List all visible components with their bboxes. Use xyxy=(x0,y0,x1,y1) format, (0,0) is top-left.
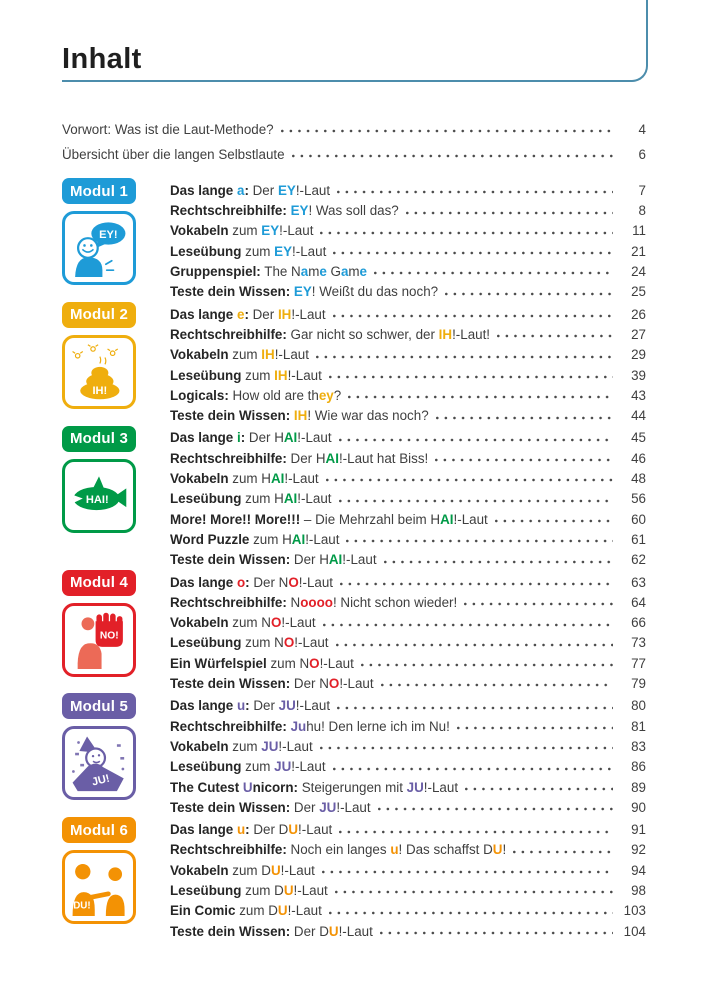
svg-text:HAI!: HAI! xyxy=(85,493,109,506)
page-number: 45 xyxy=(631,430,646,446)
entry-text: Leseübung zum NO!-Laut xyxy=(170,635,329,651)
entry-text: Teste dein Wissen: EY! Weißt du das noch? xyxy=(170,284,439,300)
svg-text:DU!: DU! xyxy=(73,900,91,912)
dot-leader xyxy=(346,539,613,543)
entry-text: Gruppenspiel: The Name Game xyxy=(170,264,367,280)
entry-text: Rechtschreibhilfe: Noooo! Nicht schon wieder! xyxy=(170,594,458,610)
page-number: 60 xyxy=(631,511,646,527)
page-title: Inhalt xyxy=(62,43,142,75)
module-section-5 xyxy=(62,693,646,815)
module-entries xyxy=(170,570,646,692)
toc-entry xyxy=(170,198,646,218)
dot-leader xyxy=(337,706,613,710)
module-left-column xyxy=(62,570,136,692)
toc-entry xyxy=(170,239,646,259)
toc-content xyxy=(62,112,646,941)
dot-leader xyxy=(320,231,613,235)
entry-text: Leseübung zum JU!-Laut xyxy=(170,759,326,775)
entry-text: Teste dein Wissen: Der DU!-Laut xyxy=(170,923,373,939)
toc-entry xyxy=(170,507,646,527)
module-entries xyxy=(170,302,646,424)
entry-text: Leseübung zum HAI!-Laut xyxy=(170,491,332,507)
dot-leader xyxy=(339,499,614,503)
toc-entry xyxy=(170,259,646,279)
page-number: 91 xyxy=(631,822,646,838)
entry-text: Ein Würfelspiel zum NO!-Laut xyxy=(170,655,354,671)
entry-text: Leseübung zum DU!-Laut xyxy=(170,882,328,898)
module-entries xyxy=(170,178,646,300)
toc-entry xyxy=(170,570,646,590)
intro-list xyxy=(62,112,646,162)
entry-text: Das lange o: Der NO!-Laut xyxy=(170,574,334,590)
page-number: 66 xyxy=(631,615,646,631)
module-entries xyxy=(170,693,646,815)
page-number: 46 xyxy=(631,450,646,466)
module-entries xyxy=(170,817,646,939)
page-number: 11 xyxy=(632,223,646,239)
toc-entry xyxy=(170,426,646,446)
toc-entry xyxy=(170,383,646,403)
toc-entry xyxy=(170,302,646,322)
entry-text: Das lange a: Der EY!-Laut xyxy=(170,182,331,198)
entry-text: Vorwort: Was ist die Laut-Methode? xyxy=(62,121,274,137)
entry-text: Logicals: How old are they? xyxy=(170,387,342,403)
page-number: 7 xyxy=(638,182,646,198)
page-number: 48 xyxy=(631,471,646,487)
entry-text: Teste dein Wissen: Der JU!-Laut xyxy=(170,799,371,815)
svg-text:IH!: IH! xyxy=(92,384,108,397)
entry-text: Vokabeln zum DU!-Laut xyxy=(170,862,315,878)
ih-pile-with-flies-icon xyxy=(70,343,128,401)
svg-text:NO!: NO! xyxy=(99,629,119,641)
toc-entry xyxy=(170,279,646,299)
entry-text: Word Puzzle zum HAI!-Laut xyxy=(170,531,340,547)
header-rule xyxy=(62,0,648,82)
intro-entry xyxy=(62,112,646,137)
intro-entry xyxy=(62,137,646,162)
toc-entry xyxy=(170,795,646,815)
dot-leader xyxy=(335,890,613,894)
toc-entry xyxy=(170,610,646,630)
module-badge: Modul 4 xyxy=(62,570,136,596)
page-number: 98 xyxy=(631,882,646,898)
entry-text: Teste dein Wissen: Der NO!-Laut xyxy=(170,676,374,692)
toc-entry xyxy=(170,446,646,466)
dot-leader xyxy=(323,623,613,627)
module-left-column xyxy=(62,693,136,815)
toc-entry xyxy=(170,775,646,795)
toc-entry xyxy=(170,734,646,754)
page-number: 80 xyxy=(631,698,646,714)
page-number: 61 xyxy=(631,531,646,547)
toc-entry xyxy=(170,693,646,713)
module-badge: Modul 3 xyxy=(62,426,136,452)
dot-leader xyxy=(381,683,613,687)
module-left-column xyxy=(62,178,136,300)
page-number: 86 xyxy=(631,759,646,775)
module-badge: Modul 5 xyxy=(62,693,136,719)
dot-leader xyxy=(457,726,613,730)
toc-entry xyxy=(170,547,646,567)
page-number: 8 xyxy=(638,203,646,219)
dot-leader xyxy=(374,271,613,275)
entry-text: More! More!! More!!! – Die Mehrzahl beim HAI!-Laut xyxy=(170,511,488,527)
entry-text: Das lange e: Der IH!-Laut xyxy=(170,306,326,322)
entry-text: Übersicht über die langen Selbstlaute xyxy=(62,146,285,162)
toc-entry xyxy=(170,898,646,918)
entry-text: Leseübung zum IH!-Laut xyxy=(170,367,322,383)
dot-leader xyxy=(348,395,613,399)
page-number: 81 xyxy=(631,718,646,734)
module-icon-box xyxy=(62,850,136,924)
dot-leader xyxy=(329,375,613,379)
entry-text: The Cutest Unicorn: Steigerungen mit JU!-Laut xyxy=(170,779,459,795)
toc-entry xyxy=(170,178,646,198)
entry-text: Rechtschreibhilfe: Noch ein langes u! Das schaffst DU! xyxy=(170,842,507,858)
dot-leader xyxy=(333,251,613,255)
module-section-6 xyxy=(62,817,646,939)
page-number: 77 xyxy=(631,655,646,671)
toc-entry xyxy=(170,817,646,837)
toc-entry xyxy=(170,466,646,486)
module-badge: Modul 1 xyxy=(62,178,136,204)
page-number: 6 xyxy=(638,146,646,162)
entry-text: Rechtschreibhilfe: Juhu! Den lerne ich im Nu! xyxy=(170,718,450,734)
module-section-2 xyxy=(62,302,646,424)
page-number: 29 xyxy=(631,347,646,363)
entry-text: Das lange i: Der HAI!-Laut xyxy=(170,430,332,446)
module-left-column xyxy=(62,426,136,568)
toc-entry xyxy=(170,714,646,734)
page-number: 39 xyxy=(631,367,646,383)
entry-text: Vokabeln zum NO!-Laut xyxy=(170,615,316,631)
ju-party-character-icon xyxy=(70,734,128,792)
toc-entry xyxy=(170,363,646,383)
dot-leader xyxy=(464,602,613,606)
dot-leader xyxy=(333,767,613,771)
du-pointing-figures-icon xyxy=(70,858,128,916)
toc-entry xyxy=(170,878,646,898)
page-number: 62 xyxy=(631,552,646,568)
entry-text: Teste dein Wissen: Der HAI!-Laut xyxy=(170,552,377,568)
page-number: 4 xyxy=(638,121,646,137)
dot-leader xyxy=(320,746,613,750)
page-number: 21 xyxy=(631,243,646,259)
toc-entry xyxy=(170,651,646,671)
module-icon-box xyxy=(62,211,136,285)
page-number: 103 xyxy=(623,903,646,919)
module-section-3 xyxy=(62,426,646,568)
dot-leader xyxy=(339,830,613,834)
toc-entry xyxy=(170,486,646,506)
page-number: 89 xyxy=(631,779,646,795)
module-section-1 xyxy=(62,178,646,300)
entry-text: Vokabeln zum EY!-Laut xyxy=(170,223,314,239)
entry-text: Das lange u: Der JU!-Laut xyxy=(170,698,331,714)
entry-text: Leseübung zum EY!-Laut xyxy=(170,243,327,259)
dot-leader xyxy=(435,458,613,462)
dot-leader xyxy=(465,787,613,791)
entry-text: Rechtschreibhilfe: Gar nicht so schwer, der IH!-Laut! xyxy=(170,326,491,342)
dot-leader xyxy=(329,911,613,915)
toc-entry xyxy=(170,322,646,342)
entry-text: Vokabeln zum HAI!-Laut xyxy=(170,471,319,487)
toc-entry xyxy=(170,671,646,691)
entry-text: Das lange u: Der DU!-Laut xyxy=(170,822,333,838)
page-number: 64 xyxy=(631,594,646,610)
module-left-column xyxy=(62,817,136,939)
page-number: 63 xyxy=(631,574,646,590)
page-number: 83 xyxy=(631,738,646,754)
dot-leader xyxy=(337,190,613,194)
dot-leader xyxy=(495,519,613,523)
dot-leader xyxy=(513,850,613,854)
toc-entry xyxy=(170,754,646,774)
page-number: 24 xyxy=(631,264,646,280)
module-entries xyxy=(170,426,646,568)
page-number: 27 xyxy=(631,326,646,342)
dot-leader xyxy=(340,582,613,586)
page-number: 73 xyxy=(631,635,646,651)
toc-entry xyxy=(170,527,646,547)
entry-text: Rechtschreibhilfe: Der HAI!-Laut hat Biss! xyxy=(170,450,429,466)
dot-leader xyxy=(339,438,613,442)
module-icon-box xyxy=(62,726,136,800)
toc-entry xyxy=(170,219,646,239)
entry-text: Teste dein Wissen: IH! Wie war das noch? xyxy=(170,408,429,424)
dot-leader xyxy=(326,478,613,482)
entry-text: Vokabeln zum IH!-Laut xyxy=(170,347,309,363)
entry-text: Rechtschreibhilfe: EY! Was soll das? xyxy=(170,203,399,219)
module-badge: Modul 6 xyxy=(62,817,136,843)
svg-text:EY!: EY! xyxy=(99,228,118,241)
dot-leader xyxy=(380,931,613,935)
dot-leader xyxy=(361,663,613,667)
toc-entry xyxy=(170,590,646,610)
toc-entry xyxy=(170,631,646,651)
dot-leader xyxy=(292,154,613,158)
dot-leader xyxy=(406,211,613,215)
page-number: 94 xyxy=(631,862,646,878)
toc-entry xyxy=(170,858,646,878)
page-number: 25 xyxy=(631,284,646,300)
dot-leader xyxy=(384,560,613,564)
module-icon-box xyxy=(62,603,136,677)
dot-leader xyxy=(281,129,613,133)
entry-text: Vokabeln zum JU!-Laut xyxy=(170,738,313,754)
module-section-4 xyxy=(62,570,646,692)
toc-entry xyxy=(170,403,646,423)
ey-boy-speech-bubble-icon xyxy=(70,219,128,277)
page-number: 90 xyxy=(631,799,646,815)
page-number: 92 xyxy=(631,842,646,858)
page-number: 56 xyxy=(631,491,646,507)
toc-entry xyxy=(170,919,646,939)
module-list xyxy=(62,178,646,939)
dot-leader xyxy=(316,355,613,359)
dot-leader xyxy=(497,334,613,338)
svg-text:JU!: JU! xyxy=(90,772,111,789)
toc-entry xyxy=(170,838,646,858)
module-icon-box xyxy=(62,459,136,533)
toc-entry xyxy=(170,342,646,362)
entry-text: Ein Comic zum DU!-Laut xyxy=(170,903,322,919)
module-left-column xyxy=(62,302,136,424)
no-stop-hand-icon xyxy=(70,611,128,669)
hai-shark-icon xyxy=(70,467,128,525)
dot-leader xyxy=(333,314,613,318)
dot-leader xyxy=(322,870,613,874)
dot-leader xyxy=(336,643,613,647)
page-number: 26 xyxy=(631,306,646,322)
page-number: 43 xyxy=(631,387,646,403)
dot-leader xyxy=(378,807,613,811)
page-number: 44 xyxy=(631,408,646,424)
page-number: 79 xyxy=(631,676,646,692)
dot-leader xyxy=(436,416,613,420)
page-number: 104 xyxy=(623,923,646,939)
module-badge: Modul 2 xyxy=(62,302,136,328)
module-icon-box xyxy=(62,335,136,409)
dot-leader xyxy=(445,292,613,296)
